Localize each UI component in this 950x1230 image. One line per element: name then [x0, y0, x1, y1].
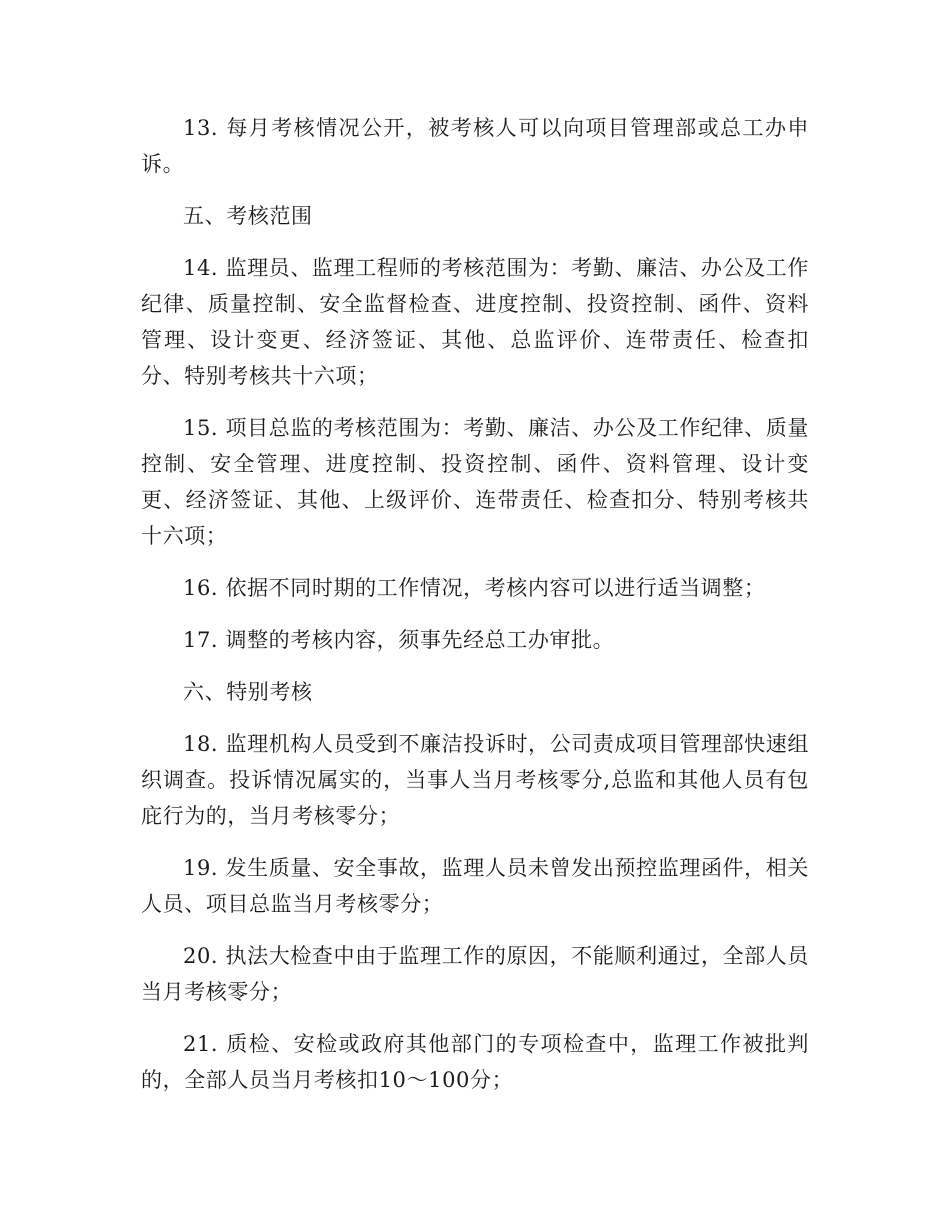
- paragraph-item-13: 13. 每月考核情况公开，被考核人可以向项目管理部或总工办申诉。: [141, 116, 809, 176]
- section-heading-assessment-scope: 五、考核范围: [183, 204, 313, 228]
- paragraph-item-21: 21. 质检、安检或政府其他部门的专项检查中，监理工作被批判的，全部人员当月考核扣10～100分；: [141, 1032, 809, 1092]
- section-heading-special-assessment: 六、特别考核: [183, 680, 313, 704]
- paragraph-item-18: 18. 监理机构人员受到不廉洁投诉时，公司责成项目管理部快速组织调查。投诉情况属实的，当事人当月考核零分,总监和其他人员有包庇行为的，当月考核零分；: [141, 732, 809, 828]
- paragraph-item-15: 15. 项目总监的考核范围为：考勤、廉洁、办公及工作纪律、质量控制、安全管理、进度控制、投资控制、函件、资料管理、设计变更、经济签证、其他、上级评价、连带责任、检查扣分、特别考核共十六项；: [141, 416, 809, 548]
- paragraph-item-14: 14. 监理员、监理工程师的考核范围为：考勤、廉洁、办公及工作纪律、质量控制、安全监督检查、进度控制、投资控制、函件、资料管理、设计变更、经济签证、其他、总监评价、连带责任、检查扣分、特别考核共十六项；: [141, 256, 809, 388]
- paragraph-item-19: 19. 发生质量、安全事故，监理人员未曾发出预控监理函件，相关人员、项目总监当月考核零分；: [141, 856, 809, 916]
- document-body: [141, 110, 809, 1114]
- paragraph-item-16: 16. 依据不同时期的工作情况，考核内容可以进行适当调整；: [183, 576, 766, 600]
- paragraph-item-17: 17. 调整的考核内容，须事先经总工办审批。: [183, 628, 615, 652]
- paragraph-item-20: 20. 执法大检查中由于监理工作的原因，不能顺利通过，全部人员当月考核零分；: [141, 944, 809, 1004]
